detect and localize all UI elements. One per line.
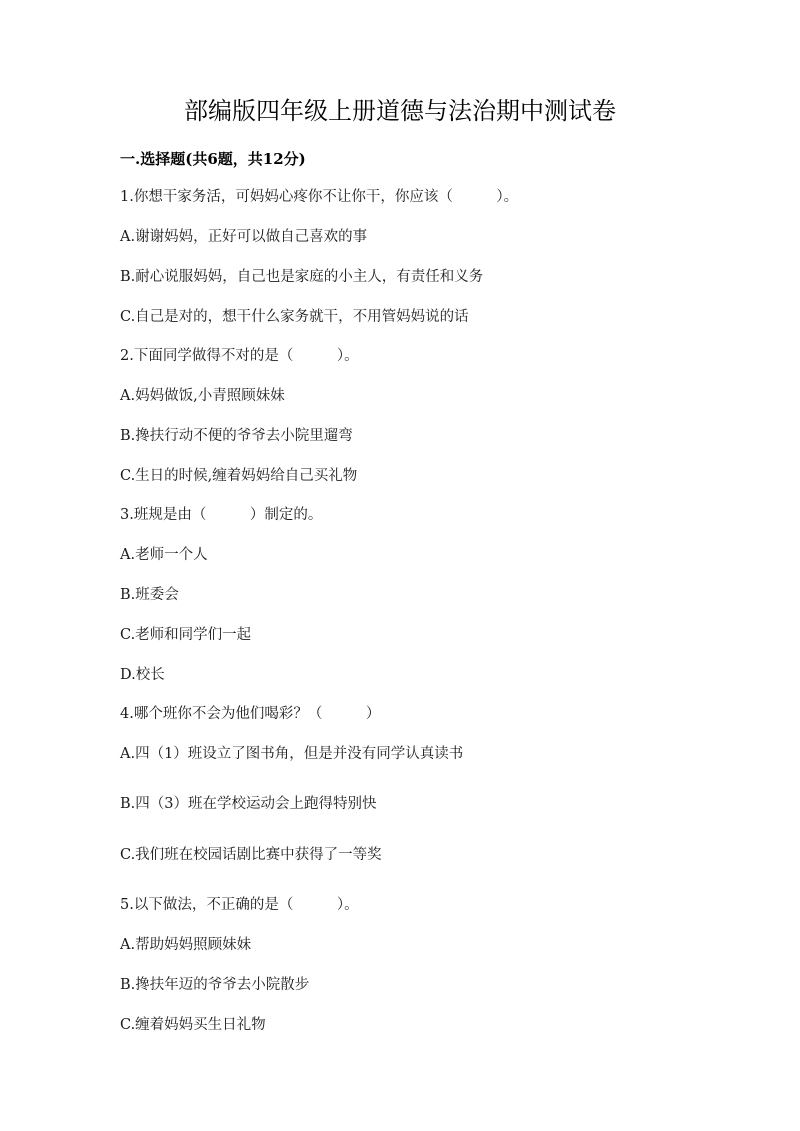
question-3-option-b: B.班委会 [120,587,179,603]
question-2-stem: 2.下面同学做得不对的是（ ）。 [120,348,359,364]
question-5-option-c: C.缠着妈妈买生日礼物 [120,1017,266,1033]
question-3-option-c: C.老师和同学们一起 [120,627,252,643]
page-title: 部编版四年级上册道德与法治期中测试卷 [184,97,616,125]
question-5-option-a: A.帮助妈妈照顾妹妹 [120,937,252,953]
question-1-option-b: B.耐心说服妈妈，自己也是家庭的小主人，有责任和义务 [120,269,484,285]
question-5-stem: 5.以下做法，不正确的是（ ）。 [120,897,359,913]
question-4-option-c: C.我们班在校园话剧比赛中获得了一等奖 [120,847,382,863]
question-3-option-a: A.老师一个人 [120,547,208,563]
question-2-option-a: A.妈妈做饭,小青照顾妹妹 [120,388,285,404]
question-1-option-a: A.谢谢妈妈，正好可以做自己喜欢的事 [120,229,368,245]
question-4-stem: 4.哪个班你不会为他们喝彩？（ ） [120,706,381,722]
question-1-stem: 1.你想干家务活，可妈妈心疼你不让你干，你应该（ ）。 [120,189,519,205]
question-4-option-b: B.四（3）班在学校运动会上跑得特别快 [120,796,377,812]
question-5-option-b: B.搀扶年迈的爷爷去小院散步 [120,977,310,993]
question-3-stem: 3.班规是由（ ）制定的。 [120,507,323,523]
section-heading: 一.选择题(共6题，共12分) [120,150,306,168]
question-2-option-c: C.生日的时候,缠着妈妈给自己买礼物 [120,468,358,484]
question-3-option-d: D.校长 [120,667,165,683]
question-4-option-a: A.四（1）班设立了图书角，但是并没有同学认真读书 [120,746,464,762]
question-2-option-b: B.搀扶行动不便的爷爷去小院里遛弯 [120,428,353,444]
question-1-option-c: C.自己是对的，想干什么家务就干，不用管妈妈说的话 [120,309,469,325]
